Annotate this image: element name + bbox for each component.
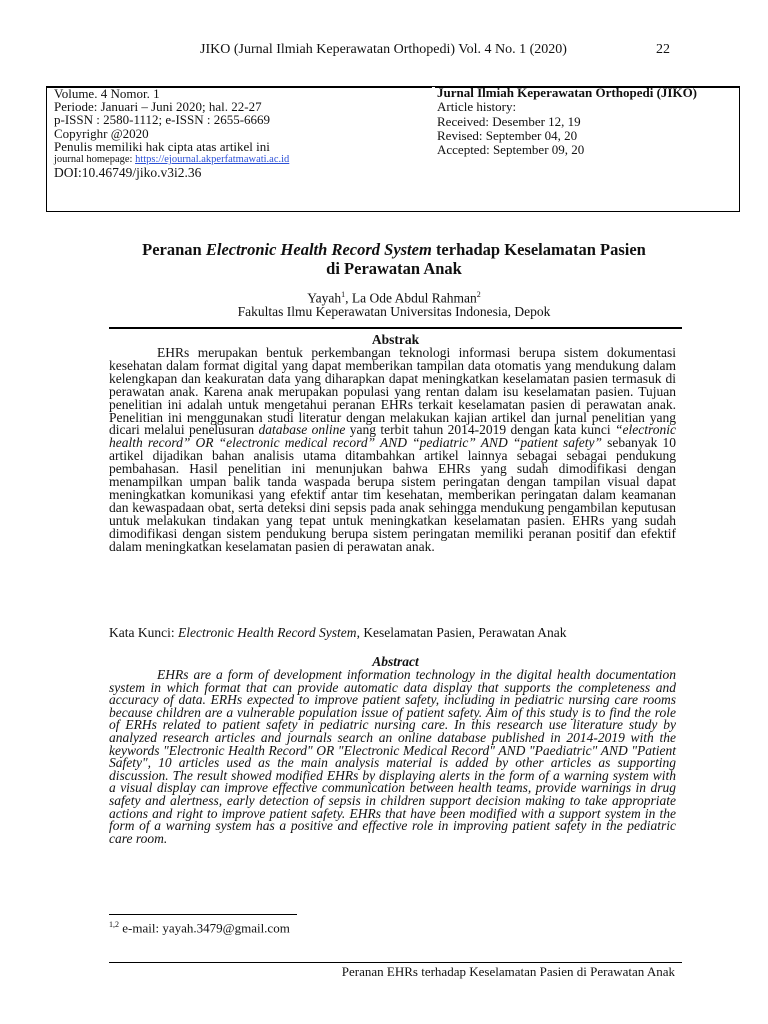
kata-kunci [109, 625, 682, 641]
volume-line: Volume. 4 Nomor. 1 [54, 86, 160, 101]
kata-kunci-label: Kata Kunci: [109, 625, 178, 640]
doi-line: DOI:10.46749/jiko.v3i2.36 [54, 165, 202, 181]
affiliation: Fakultas Ilmu Keperawatan Universitas Indonesia, Depok [237, 304, 551, 319]
period-line: Periode: Januari – Juni 2020; hal. 22-27 [54, 99, 262, 115]
title-italic: Electronic Health Record System [205, 240, 432, 259]
abstract-top-rule [109, 327, 682, 329]
journal-name: Jurnal Ilmiah Keperawatan Orthopedi (JIKO) [437, 85, 698, 100]
homepage-label: journal homepage: [54, 154, 133, 166]
info-box-right [437, 86, 697, 157]
footer-title: Peranan EHRs terhadap Keselamatan Pasien di Perawatan Anak [341, 964, 675, 979]
info-box-left [54, 87, 289, 179]
abstrak-paragraph [109, 347, 676, 554]
article-history-label: Article history: [437, 99, 517, 115]
revised-date: Revised: September 04, 20 [437, 127, 578, 143]
abstract-heading: Abstract [372, 654, 419, 669]
footnote-rule [109, 914, 297, 915]
abstrak-text-1: EHRs merupakan bentuk perkembangan teknologi informasi berupa sistem dokumentasi kesehatan dalam format digital yang dapat memberikan tampilan data otomatis yang mendukung dalam kelengkapan dan keakuratan data yang diharapkan dapat meningkatkan keselamatan pasien termasuk di perawatan anak. Karena anak merupakan populasi yang rentan dalam isu keselamatan pasien. Tujuan penelitian ini adalah untuk mengetahui peranan EHRs terkait keselamatan pasien di perawatan anak. Penelitian ini menggunakan studi literatur dengan melakukan kajian artikel dan jurnal penelitian yang dicari melalui penelusuran [109, 345, 676, 438]
kata-kunci-italic: Electronic Health Record System [177, 625, 357, 640]
homepage-link[interactable]: https://ejournal.akperfatmawati.ac.id [135, 154, 290, 166]
abstrak-text-3: sebanyak 10 artikel dijadikan bahan analisis utama ditambahkan artikel lainnya sebagai sebagai pendukung pembahasan. Hasil penelitian ini menunjukan bahwa EHRs yang sudah dimodifikasi dengan menampilkan umpan balik tanda waspada berupa sistem peringatan dengan tampilan visual dapat meningkatkan komunikasi yang efektif antar tim kesehatan, memberikan peringatan dalam keamanan dan kewaspadaan obat, serta deteksi dini sepsis pada anak sehingga mendukung pengambilan keputusan untuk melakukan tindakan yang tepat untuk meningkatkan keselamatan pasien. EHRs yang sudah dimodifikasi dengan sistem pendukung berupa sistem peringatan memiliki peranan positif dan efektif dalam meningkatkan keselamatan pasien di perawatan anak. [109, 435, 677, 554]
footnote [109, 920, 290, 936]
title-line-2: di Perawatan Anak [326, 259, 462, 278]
received-date: Received: Desember 12, 19 [437, 113, 581, 129]
footnote-marker: 1,2 [109, 920, 119, 929]
author-1: Yayah [307, 290, 342, 306]
issn-line: p-ISSN : 2580-1112; e-ISSN : 2655-6669 [54, 112, 271, 128]
title-part-1: Peranan [142, 240, 206, 259]
running-head: JIKO (Jurnal Ilmiah Keperawatan Orthopedi) Vol. 4 No. 1 (2020) [200, 42, 567, 57]
author-2-sup: 2 [476, 290, 481, 299]
page-number: 22 [656, 42, 670, 57]
author-1-sup: 1 [341, 290, 346, 299]
abstrak-heading: Abstrak [371, 332, 420, 347]
kata-kunci-rest: , Keselamatan Pasien, Perawatan Anak [356, 625, 567, 640]
footer-rule [109, 962, 682, 963]
author-2: , La Ode Abdul Rahman [345, 290, 477, 306]
abstrak-keywords-italic: “electronic health record” OR “electronic medical record” AND “pediatric” AND “patient safety” [109, 422, 676, 451]
article-title [60, 240, 728, 278]
abstrak-text-2: yang terbit tahun 2014-2019 dengan kata kunci [345, 422, 616, 438]
abstract-paragraph: EHRs are a form of development information technology in the digital health documentation system in which format that can provide automatic data display that supports the completeness and accuracy of data. ERHs expected to improve patient safety, including in pediatric nursing care rooms because children are a vulnerable population issue of patient safety. Aim of this study is to find the role of ERHs related to patient safety in pediatric nursing care. In this research use literature study by analyzed research articles and journals search an online database published in 2014-2019 with the keywords "Electronic Health Record" OR "Electronic Medical Record" AND "Paediatric" AND "Patient Safety", 10 articles used as the main analysis material is added by other articles as supporting discussion. The result showed modified EHRs by displaying alerts in the form of a warning system with a visual display can improve effective communication between health teams, provide warnings in drug safety and alertness, early detection of sepsis in children support decision making to take appropriate actions and right to improve patient safety. EHRs that have been modified with a support system in the form of a warning system has a positive and effective role in improving patient safety in the pediatric care room. [109, 667, 676, 846]
footnote-email: e-mail: yayah.3479@gmail.com [119, 920, 290, 936]
copyright-line: Copyrighr @2020 [54, 125, 149, 141]
rights-line: Penulis memiliki hak cipta atas artikel ini [54, 138, 270, 154]
title-part-2: terhadap Keselamatan Pasien [431, 240, 646, 259]
accepted-date: Accepted: September 09, 20 [437, 142, 585, 158]
abstrak-italic-1: database online [258, 422, 346, 438]
